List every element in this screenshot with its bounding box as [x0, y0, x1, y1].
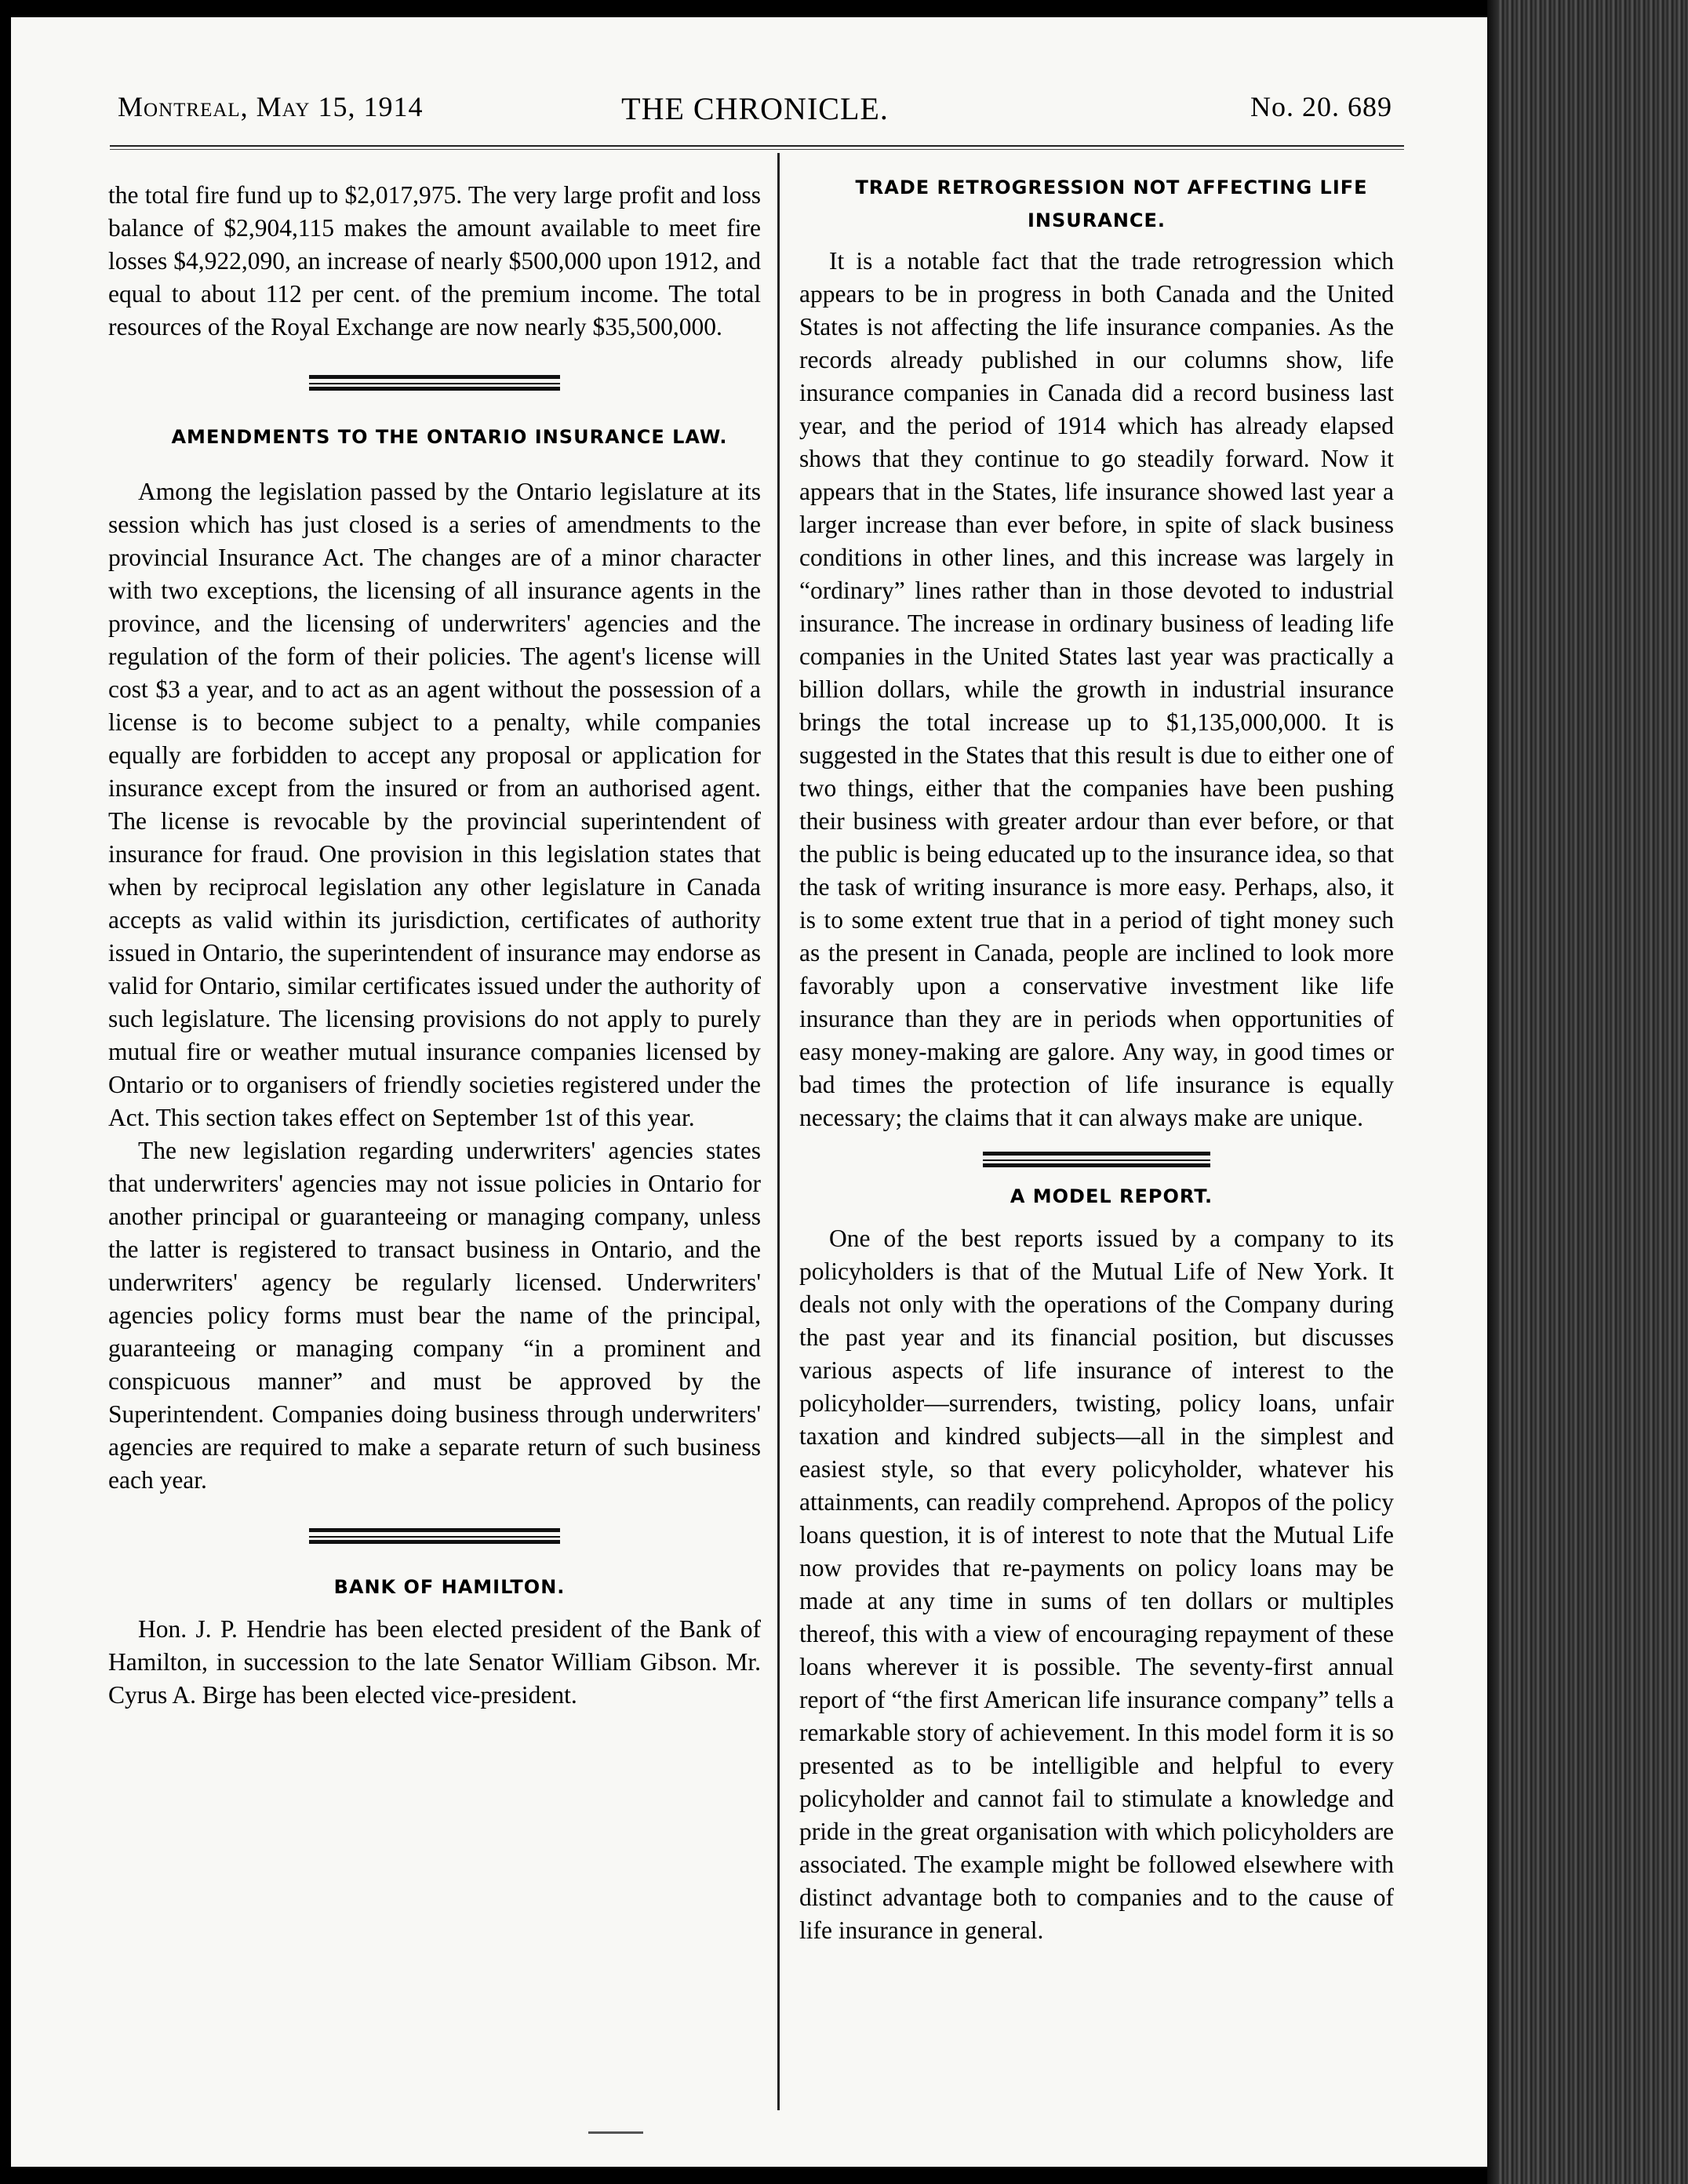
article-heading-model-report: A MODEL REPORT. — [1010, 1185, 1213, 1207]
article-paragraph: Hon. J. P. Hendrie has been elected president of the Bank of Hamilton, in succession to the late Senator William Gibson. Mr. Cyrus A. Birge has been elected vice-president. — [108, 1615, 761, 1709]
article-paragraph: It is a notable fact that the trade retrogression which appears to be in progress in both Canada and the United States is not affecting the life insurance companies. As the records already published in our columns show, life insurance companies in Canada did a record business last year, and the period of 1914 which has already elapsed shows that they continue to go steadily forward. Now it appears that in the States, life insurance showed last year a larger increase than ever before, in spite of slack business conditions in other lines, and this increase was largely in “ordinary” lines rather than in those devoted to industrial insurance. The increase in ordinary business of leading life companies in the United States last year was practically a billion dollars, while the growth in industrial insurance brings the total increase up to $1,135,000,000. It is suggested in the States that this result is due to either one of two things, either that the companies have been pushing their business with greater ardour than ever before, or that the public is being educated up to the insurance idea, so that the task of writing insurance is more easy. Perhaps, also, it is to some extent true that in a period of tight money such as the present in Canada, people are inclined to look more favorably upon a conservative investment like life insurance than they are in periods when opportunities of easy money-making are galore. Any way, in good times or bad times the protection of life insurance is equally necessary; the claims that it can always make are unique. — [799, 247, 1394, 1131]
article-paragraph: The new legislation regarding underwriters' agencies states that underwriters' agencies may not issue policies in Ontario for another principal or guaranteeing or managing company, unless the latter is registered to transact business in Ontario, and the underwriters' agency be regularly licensed. Underwriters' agencies policy forms must bear the name of the principal, guaranteeing or managing company “in a prominent and conspicuous manner” and must be approved by the Superintendent. Companies doing business through underwriters' agencies are required to make a separate return of such business each year. — [108, 1137, 761, 1494]
section-separator — [983, 1152, 1210, 1167]
header-page-number: No. 20. 689 — [1250, 91, 1392, 122]
left-column — [108, 179, 761, 1712]
column-divider — [777, 153, 780, 2110]
article-heading-bank: BANK OF HAMILTON. — [333, 1576, 566, 1598]
article-paragraph: One of the best reports issued by a company to its policyholders is that of the Mutual Life of New York. It deals not only with the operations of the Company during the past year and its financial position, but discusses various aspects of life insurance of interest to the policyholder—surrenders, twisting, policy loans, unfair taxation and kindred subjects—all in the simplest and easiest style, so that every policyholder, whatever his attainments, can readily comprehend. Apropos of the policy loans question, it is of interest to note that the Mutual Life now provides that re-payments on policy loans may be made at any time in sums of ten dollars or multiples thereof, this with a view of encouraging repayment of these loans wherever it is possible. The seventy-first annual report of “the first American life insurance company” tells a remarkable story of achievement. In this model form it is so presented as to be intelligible and helpful to every policyholder and cannot fail to stimulate a knowledge and pride in the great organisation with which policyholders are associated. The example might be followed elsewhere with distinct advantage both to companies and to the cause of life insurance in general. — [799, 1225, 1394, 1944]
article-heading-trade: TRADE RETROGRESSION NOT AFFECTING LIFE INSURANCE. — [855, 177, 1368, 231]
header-title: THE CHRONICLE. — [621, 91, 889, 126]
section-separator — [309, 1528, 560, 1544]
page-header — [118, 90, 1392, 137]
section-separator — [309, 375, 560, 391]
continued-paragraph: the total fire fund up to $2,017,975. The very large profit and loss balance of $2,904,115 makes the amount available to meet fire losses $4,922,090, an increase of nearly $500,000 upon 1912, and equal to about 112 per cent. of the premium income. The total resources of the Royal Exchange are now nearly $35,500,000. — [108, 181, 761, 340]
footer-mark — [588, 2131, 643, 2134]
article-paragraph: Among the legislation passed by the Ontario legislature at its session which has just closed is a series of amendments to the provincial Insurance Act. The changes are of a minor character with two exceptions, the licensing of all insurance agents in the province, and the licensing of underwriters' agencies and the regulation of the form of their policies. The agent's license will cost $3 a year, and to act as an agent without the possession of a license is to become subject to a penalty, while companies equally are forbidden to accept any proposal or application for insurance except from the insured or from an authorised agent. The license is revocable by the provincial superintendent of insurance for fraud. One provision in this legislation states that when by reciprocal legislation any other legislature in Canada accepts as valid within its jurisdiction, certificates of authority issued in Ontario, the superintendent of insurance may endorse as valid for Ontario, similar certificates issued under the authority of such legislature. The licensing provisions do not apply to purely mutual fire or weather mutual insurance companies licensed by Ontario or to organisers of friendly societies registered under the Act. This section takes effect on September 1st of this year. — [108, 478, 761, 1131]
header-rule — [110, 145, 1404, 150]
article-heading-ontario: AMENDMENTS TO THE ONTARIO INSURANCE LAW. — [171, 426, 728, 448]
header-dateline: Montreal, May 15, 1914 — [118, 91, 424, 122]
right-column — [799, 171, 1394, 1947]
book-spine — [1498, 0, 1688, 2184]
